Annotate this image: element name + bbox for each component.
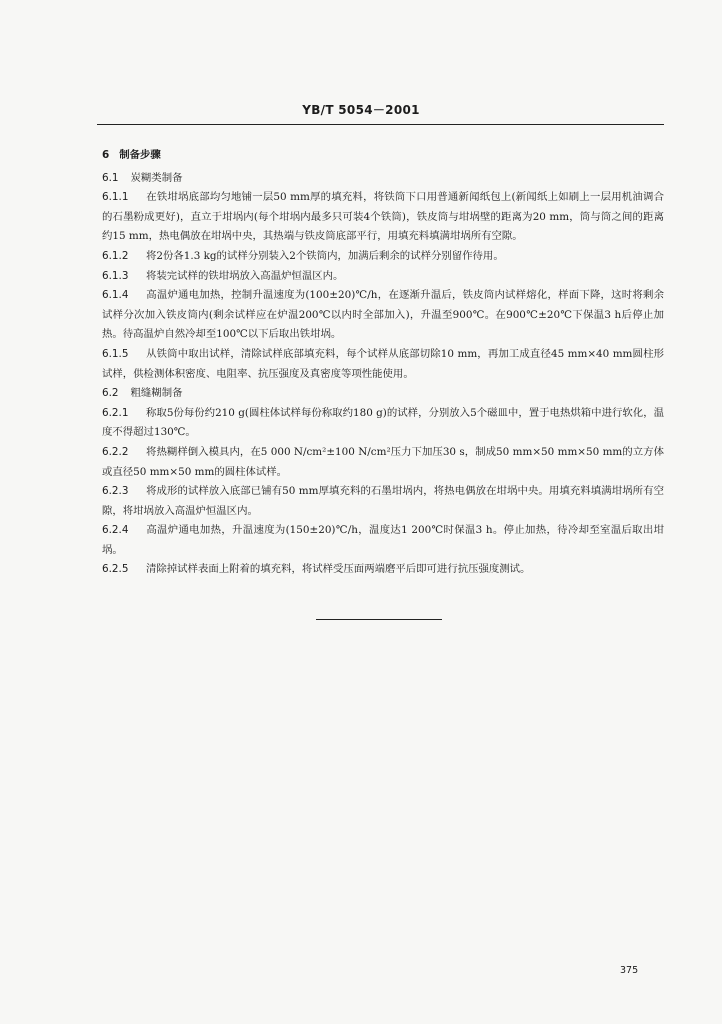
clause-text: 在铁坩埚底部均匀地铺一层50 mm厚的填充料，将铁筒下口用普通新闻纸包上(新闻纸上如刷上一层用机油调合的石墨粉成更好)，直立于坩埚内(每个坩埚内最多只可装4个铁筒)，铁皮筒与坩埚壁的距离为20 mm，筒与筒之间的距离约15 mm，热电偶放在坩埚中央，其热端与铁皮筒底部平行，用填充料填满坩埚所有空隙。 [102,191,664,243]
clause-number: 6.2.3 [102,485,129,498]
clause-text: 将装完试样的铁坩埚放入高温炉恒温区内。 [146,269,344,282]
header-rule [97,124,664,125]
subsection-heading-6-2 [102,384,664,404]
clause-6-1-3 [102,267,664,287]
clause-text: 高温炉通电加热，升温速度为(150±20)℃/h，温度达1 200℃时保温3 h。停止加热，待冷却至室温后取出坩埚。 [102,524,664,556]
subsection-heading-6-1 [102,169,664,189]
clause-number: 6.1.1 [102,191,129,204]
clause-text: 将成形的试样放入底部已铺有50 mm厚填充料的石墨坩埚内，将热电偶放在坩埚中央。用填充料填满坩埚所有空隙，将坩埚放入高温炉恒温区内。 [102,485,664,517]
clause-number: 6.2.5 [102,563,129,576]
clause-6-2-1 [102,404,664,443]
clause-text: 清除掉试样表面上附着的填充料，将试样受压面两端磨平后即可进行抗压强度测试。 [146,563,531,576]
clause-number: 6.1.5 [102,347,129,360]
clause-text: 从铁筒中取出试样，清除试样底部填充料，每个试样从底部切除10 mm，再加工成直径45 mm×40 mm圆柱形试样，供检测体积密度、电阻率、抗压强度及真密度等项性能使用。 [102,347,664,380]
clause-6-2-4 [102,521,664,560]
clause-text: 称取5份每份约210 g(圆柱体试样每份称取约180 g)的试样，分别放入5个磁皿中，置于电热烘箱中进行软化，温度不得超过130℃。 [102,406,664,439]
clause-number: 6.1.3 [102,269,129,282]
clause-6-2-2 [102,443,664,482]
clause-number: 6.2.1 [102,406,129,419]
document-header-title: YB/T 5054－2001 [302,103,420,117]
clause-number: 6.2.2 [102,445,129,458]
subsection-title: 粗缝糊制备 [130,387,183,400]
clause-text: 将热糊样倒入模具内，在5 000 N/cm²±100 N/cm²压力下加压30 s，制成50 mm×50 mm×50 mm的立方体或直径50 mm×50 mm的圆柱体试样。 [102,445,664,478]
section-heading [102,146,664,166]
clause-text: 高温炉通电加热，控制升温速度为(100±20)℃/h，在逐渐升温后，铁皮筒内试样熔化，样面下降，这时将剩余试样分次加入铁皮筒内(剩余试样应在炉温200℃以内时全部加入)，升温至900℃。在900℃±20℃下保温3 h后停止加热。待高温炉自然冷却至100℃以下后取出铁坩埚。 [102,289,664,341]
clause-6-1-5 [102,345,664,384]
clause-number: 6.2.4 [102,524,129,537]
page-number: 375 [620,965,639,976]
clause-6-1-2 [102,247,664,267]
clause-number: 6.1.2 [102,249,129,262]
subsection-number: 6.2 [102,387,119,400]
document-body [102,144,664,580]
clause-6-2-5 [102,560,664,580]
clause-number: 6.1.4 [102,289,129,302]
clause-6-1-4 [102,286,664,345]
section-number: 6 [102,149,110,161]
subsection-number: 6.1 [102,171,119,184]
clause-6-2-3 [102,482,664,521]
clause-text: 将2份各1.3 kg的试样分别装入2个铁筒内，加满后剩余的试样分别留作待用。 [146,249,504,262]
subsection-title: 炭糊类制备 [130,171,183,184]
section-title: 制备步骤 [119,149,161,161]
clause-6-1-1 [102,188,664,247]
end-of-standard-rule [316,619,442,620]
